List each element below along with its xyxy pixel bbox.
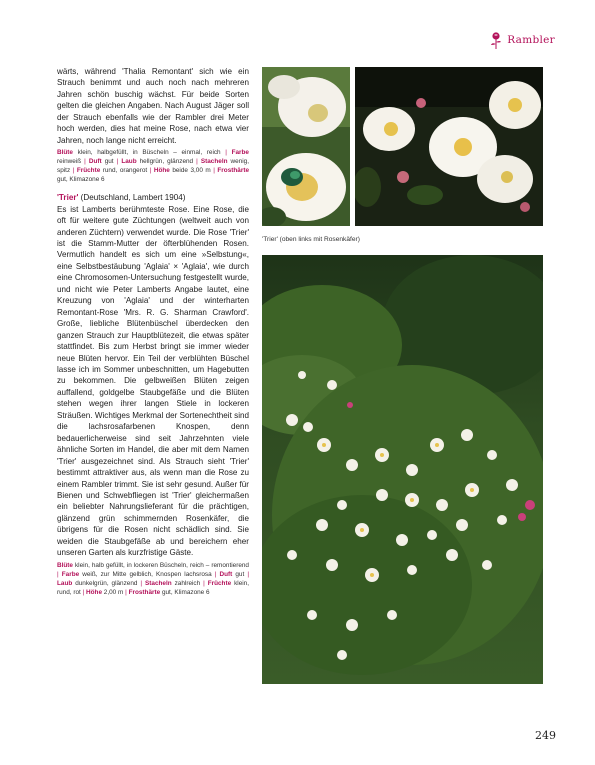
fact-label: Laub (121, 158, 140, 166)
fact-label: Früchte (207, 579, 235, 587)
fact-separator: | (147, 167, 154, 175)
facts-block-thalia (57, 148, 249, 184)
variety-description: Es ist Lamberts berühmteste Rose. Eine Rose, die oft für weitere gute Züchtungen (weltweit auch von anderen Züchtern) verwendet wurde. Die Rose 'Trier' ist die Stamm-Mutter der öfterblühenden Rosen. Vermutlich handelt es sich um eine »Selbstung«, eine Selbstbestäubung 'Aglaia' × 'Aglaia', wie durch eine Chromosomen-Untersuchung festgestellt wurde, und nicht wie Peter Lamberts Angabe lautet, eine Kreuzung von 'Aglaia' und der winterharten Remontant-Rose 'Mrs. R. G. Sharman Crawford'. Große, liebliche Blütenbüschel überdecken den ganzen Strauch zur Hauptblütezeit, die etwas später stattfindet. Bis zum Herbst bringt sie immer wieder neue Blüten hervor. Ein Teil der verblühten Büschel lasse ich im Sommer unbeschnitten, um Hagebutten zu bekommen. Die gelbweißen Blüten zeigen auffallend, goldgelbe Staubgefäße und die Blüten stehen wegen ihrer langen Stiele in lockeren Sträußen. Wichtiges Merkmal der Sortenechtheit sind die lachsrosafarbenen Knospen, denn bedauerlicherweise sind seit Jahrzehnten viele ähnliche Sorten im Handel, die aber mit dem Namen 'Trier' ausgezeichnet sind. Als Strauch sieht 'Trier' bestimmt attraktiver aus, als wenn man die Rose zu einem Rambler trimmt. Sie ist sehr gesund. Außer für Bienen und Schwebfliegen ist 'Trier' gleichermaßen ein beliebter Nahrungslieferant für die prächtigen, glänzend grün schimmernden Rosenkäfer, die übrigens für die Rosen nicht schädlich sind. Sie weiden die Staubgefäße ab und bereichern eher unseren Garten als kurzfristige Gäste. (57, 204, 249, 558)
photo-caption: 'Trier' (oben links mit Rosenkäfer) (262, 236, 360, 243)
fact-label: Höhe (86, 588, 104, 596)
fact-separator: | (210, 167, 218, 175)
fact-separator: | (137, 579, 146, 587)
fact-value: weiß, zur Mitte gelblich, Knospen lachsrosa (82, 570, 212, 578)
variety-name: 'Trier' (57, 193, 79, 203)
fact-value: rund, orangerot (102, 167, 148, 175)
fact-separator: | (81, 158, 89, 166)
fact-label: Laub (57, 579, 76, 587)
fact-label: Farbe (231, 149, 249, 157)
facts-block-trier (57, 561, 249, 597)
fact-value: gut, Klimazone 6 (161, 588, 210, 596)
rose-icon (489, 30, 503, 50)
fact-value: gut, Klimazone 6 (57, 176, 105, 184)
fact-separator: | (123, 588, 129, 596)
fact-value: zahlreich (174, 579, 201, 587)
fact-separator: | (200, 579, 208, 587)
fact-label: Farbe (61, 570, 83, 578)
photo-trier-shrub (262, 255, 543, 684)
fact-label: Blüte (57, 149, 78, 157)
photo-trier-blossoms (355, 67, 543, 226)
fact-value: klein, rund, rot (57, 579, 249, 596)
fact-label: Stacheln (145, 579, 175, 587)
fact-separator: | (80, 588, 87, 596)
fact-value: wenig, spitz (57, 158, 250, 175)
fact-value: reinweiß (57, 158, 82, 166)
section-header (489, 30, 555, 50)
fact-separator: | (220, 149, 232, 157)
fact-label: Frosthärte (217, 167, 250, 175)
variety-origin: (Deutschland, Lambert 1904) (78, 193, 186, 203)
page-number: 249 (535, 729, 556, 742)
fact-value: gut (104, 158, 114, 166)
fact-label: Blüte (57, 561, 75, 569)
fact-label: Duft (88, 158, 105, 166)
fact-label: Duft (219, 570, 236, 578)
fact-value: beide 3,00 m (172, 167, 211, 175)
fact-separator: | (211, 570, 220, 578)
fact-separator: | (244, 570, 249, 578)
section-title: Rambler (507, 34, 555, 46)
fact-value: dunkelgrün, glänzend (75, 579, 138, 587)
fact-separator: | (70, 167, 77, 175)
fact-label: Früchte (76, 167, 103, 175)
fact-label: Stacheln (200, 158, 231, 166)
fact-label: Frosthärte (128, 588, 162, 596)
fact-value: klein, halb gefüllt, in lockeren Büscheln, reich – remontierend (74, 561, 249, 569)
fact-separator: | (113, 158, 122, 166)
fact-value: gut (235, 570, 245, 578)
variety-heading (57, 192, 249, 203)
fact-separator: | (193, 158, 201, 166)
fact-value: 2,00 m (103, 588, 124, 596)
intro-paragraph: wärts, während 'Thalia Remontant' sich wie ein Strauch benimmt und auch noch nach mehreren Jahren schön buschig wächst. Für beide Sorten gelten die gleichen Angaben. Nach August Jäger soll der Strauch ebenfalls wie der Rambler drei Meter hoch werden, dies hat meine Rose, nach etwa vier Jahren, noch lange nicht erreicht. (57, 67, 249, 145)
fact-value: hellgrün, glänzend (139, 158, 194, 166)
text-column (57, 66, 249, 597)
fact-value: klein, halbgefüllt, in Büscheln – einmal, reich (77, 149, 221, 157)
fact-separator: | (57, 570, 62, 578)
fact-label: Höhe (153, 167, 173, 175)
photo-rose-beetle (262, 67, 350, 226)
